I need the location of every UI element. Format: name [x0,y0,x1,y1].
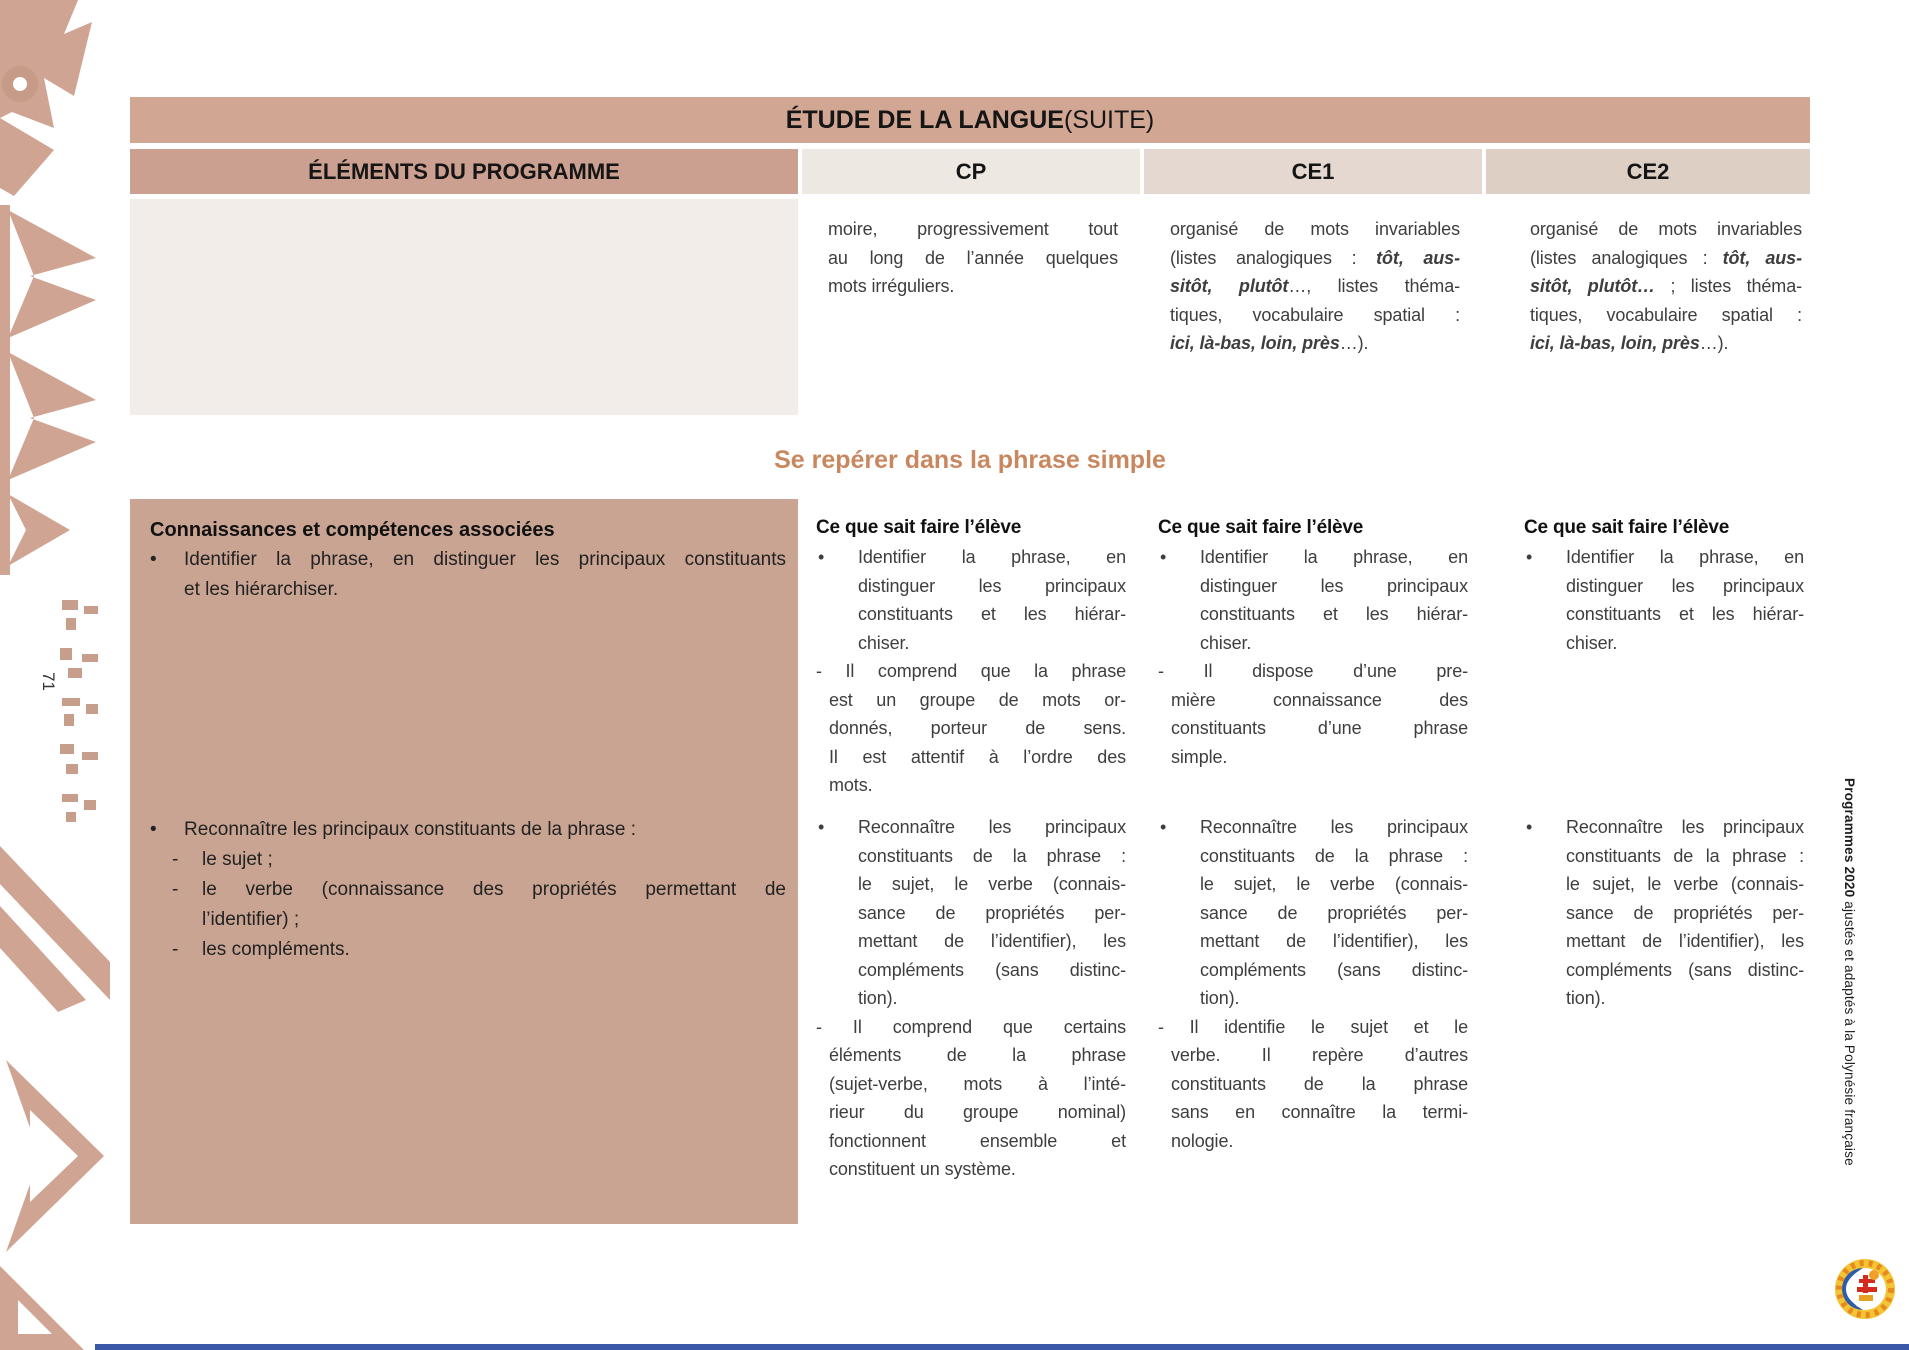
ce2-cell [1486,499,1810,1224]
dash-marker: - [172,939,179,960]
dash-item [150,875,786,935]
bullet-item [1524,543,1804,657]
section-row [130,499,1810,1224]
ce2-block-2 [1524,813,1804,1013]
ce1-block-2 [1158,813,1468,1155]
side-note [1842,778,1857,1166]
cp-cell [802,499,1140,1224]
bullet-text: Reconnaître les principaux constituants de la phrase : le sujet, le verbe (connais- sance de propriétés per- mettant de l’identifier), les compléments (sans distinc- tion). [1566,817,1804,1008]
continuation-row [130,199,1810,415]
page-number: 71 [39,672,58,691]
knowledge-group-2 [150,815,786,965]
bullet-text: Identifier la phrase, en distinguer les principaux constituants et les hiérar- chiser. [858,547,1126,653]
bullet-text: Identifier la phrase, en distinguer les principaux constituants et les hiérarchiser. [184,549,786,600]
ce1-heading: Ce que sait faire l’élève [1158,517,1364,538]
dash-text: les compléments. [202,939,350,960]
dash-marker: - [172,879,179,900]
bullet-marker: • [150,819,157,840]
sub-item: - Il identifie le sujet et le verbe. Il repère d’autres constituants de la phrase sans en connaître la termi- nologie. [1158,1016,1468,1151]
continuation-cp-cell: moire, progressivement tout au long de l’année quelques mots irréguliers. [828,219,1118,296]
side-note-rest: ajustés et adaptés à la Polynésie française [1842,897,1857,1166]
column-header-ce1: CE1 [1144,149,1482,194]
column-header-elements: ÉLÉMENTS DU PROGRAMME [130,149,798,194]
bullet-item [1158,813,1468,1013]
table-header-row [130,149,1810,194]
section-title: Se repérer dans la phrase simple [774,446,1166,474]
bottom-blue-bar [95,1344,1909,1350]
bullet-marker: • [1526,547,1533,567]
bullet-marker: • [818,547,825,567]
ce1-block-1 [1158,513,1468,813]
table-title-suffix: (SUITE) [1063,105,1155,134]
bullet-text: Reconnaître les principaux constituants de la phrase : le sujet, le verbe (connais- sance de propriétés per- mettant de l’identifier), les compléments (sans distinc- tion). [858,817,1126,1008]
bullet-item [816,543,1126,657]
bullet-item [816,813,1126,1013]
bullet-item [150,545,786,605]
sub-item: - Il comprend que la phrase est un groupe de mots or- donnés, porteur de sens. Il est attentif à l’ordre des mots. [816,661,1126,795]
knowledge-cell [130,499,798,1224]
bullet-marker: • [1526,817,1533,837]
column-header-ce2: CE2 [1486,149,1810,194]
bullet-marker: • [150,549,157,570]
polynesia-logo [1833,1257,1897,1321]
table-title: ÉTUDE DE LA LANGUE [785,105,1064,134]
bullet-item [150,815,786,845]
dash-item [150,845,786,875]
bullet-text: Identifier la phrase, en distinguer les principaux constituants et les hiérar- chiser. [1200,547,1468,653]
cp-block-1 [816,513,1126,813]
dash-marker: - [172,849,179,870]
cp-block-2 [816,813,1126,1184]
sub-item: - Il comprend que certains éléments de la phrase (sujet-verbe, mots à l’inté- rieur du groupe nominal) fonctionnent ensemble et constituent un système. [816,1016,1126,1179]
ce1-cell [1144,499,1482,1224]
bullet-text: Reconnaître les principaux constituants de la phrase : [184,819,637,840]
bullet-text: Reconnaître les principaux constituants de la phrase : le sujet, le verbe (connais- sance de propriétés per- mettant de l’identifier), les compléments (sans distinc- tion). [1200,817,1468,1008]
dash-item [150,935,786,965]
table-title-bar [130,97,1810,143]
bullet-marker: • [1160,547,1167,567]
bullet-marker: • [818,817,825,837]
continuation-ce1-cell: organisé de mots invariables (listes analogiques : tôt, aus- sitôt, plutôt…, listes théma- tiques, vocabulaire spatial : ici, là-bas, loin, près…). [1170,219,1461,353]
knowledge-heading: Connaissances et compétences associées [150,519,555,541]
cp-heading: Ce que sait faire l’élève [816,517,1022,538]
sub-item: - Il dispose d’une pre- mière connaissance des constituants d’une phrase simple. [1158,661,1468,767]
curriculum-table [130,97,1810,1224]
dash-text: le sujet ; [202,849,273,870]
continuation-left-cell [130,199,798,415]
ce2-block-1 [1524,513,1804,813]
bullet-text: Identifier la phrase, en distinguer les principaux constituants et les hiérar- chiser. [1566,547,1804,653]
bullet-marker: • [1160,817,1167,837]
dash-text: le verbe (connaissance des propriétés permettant de l’identifier) ; [202,879,786,930]
continuation-ce2-cell: organisé de mots invariables (listes analogiques : tôt, aus- sitôt, plutôt… ; listes théma- tiques, vocabulaire spatial : ici, là-bas, loin, près…). [1530,219,1803,353]
bullet-item [1524,813,1804,1013]
ce2-heading: Ce que sait faire l’élève [1524,517,1730,538]
bullet-item [1158,543,1468,657]
column-header-cp: CP [802,149,1140,194]
side-note-bold: Programmes 2020 [1842,778,1857,898]
